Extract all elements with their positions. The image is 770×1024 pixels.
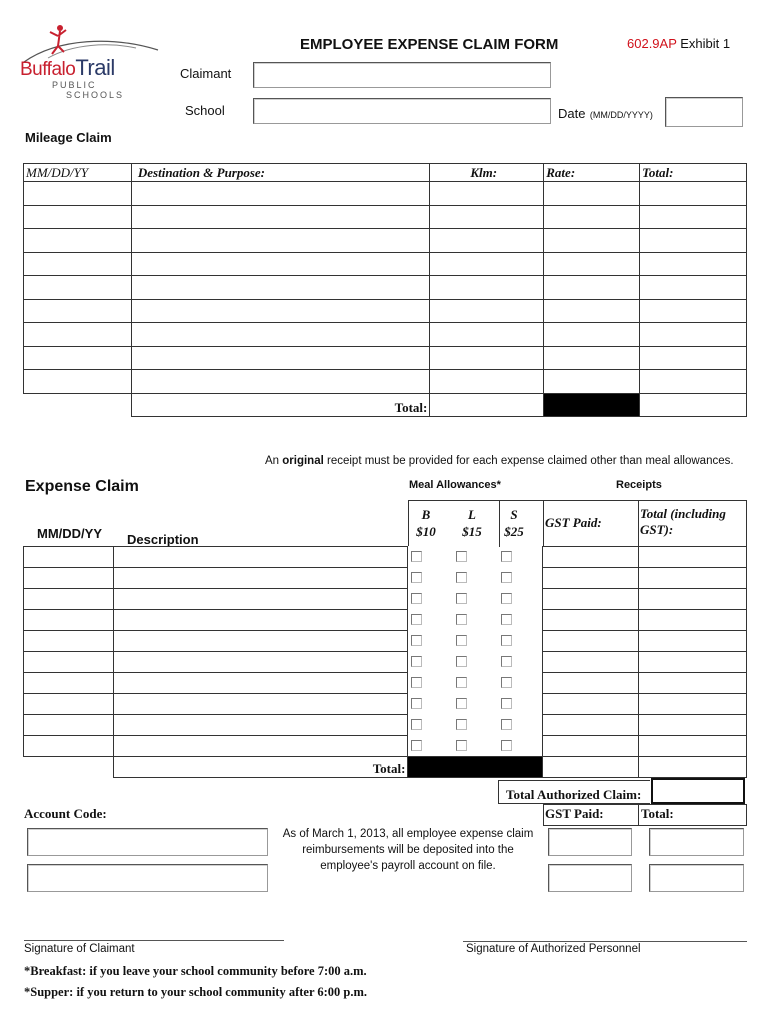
expense-section-title: Expense Claim [25,478,139,495]
mileage-total-label: Total: [131,393,429,417]
mileage-date-cell[interactable] [24,299,132,323]
mileage-date-cell[interactable] [24,252,132,276]
mileage-destination-cell[interactable] [131,229,429,253]
mileage-date-cell[interactable] [24,205,132,229]
footnote-supper: *Supper: if you return to your school community after 6:00 p.m. [24,985,368,999]
mileage-rate-cell[interactable] [544,346,640,370]
expense-description-cell[interactable] [113,610,408,631]
expense-date-cell[interactable] [24,715,114,736]
school-field[interactable] [253,98,551,124]
expense-col-description: Description [127,532,199,547]
breakfast-checkbox[interactable] [411,740,422,751]
meal-breakfast-amount: $10 [416,524,436,539]
expense-description-cell[interactable] [113,568,408,589]
mileage-rate-cell[interactable] [544,252,640,276]
expense-description-cell[interactable] [113,673,408,694]
supper-checkbox[interactable] [501,551,512,562]
mileage-destination-cell[interactable] [131,182,429,206]
claimant-signature-label: Signature of Claimant [24,943,135,955]
date-label [558,105,653,123]
expense-date-cell[interactable] [24,736,114,757]
mileage-total-row [24,393,747,417]
breakfast-checkbox[interactable] [411,614,422,625]
expense-table [23,546,747,778]
lunch-checkbox[interactable] [456,614,467,625]
date-field[interactable] [665,97,743,127]
mileage-row [24,182,747,206]
mileage-klm-cell[interactable] [430,299,544,323]
receipt-note-bold: original [282,455,324,467]
mileage-section-title: Mileage Claim [25,130,112,145]
expense-row [24,568,747,589]
expense-gst-cell[interactable] [543,652,639,673]
supper-checkbox[interactable] [501,656,512,667]
expense-date-cell[interactable] [24,673,114,694]
mileage-klm-cell[interactable] [430,205,544,229]
account-code-field-2[interactable] [27,864,268,892]
mileage-row [24,346,747,370]
expense-date-cell[interactable] [24,631,114,652]
lunch-checkbox[interactable] [456,656,467,667]
breakfast-checkbox[interactable] [411,635,422,646]
expense-col-date: MM/DD/YY [37,526,102,541]
supper-checkbox[interactable] [501,593,512,604]
expense-description-cell[interactable] [113,736,408,757]
expense-row [24,694,747,715]
mileage-row [24,323,747,347]
mileage-col-destination: Destination & Purpose: [131,164,429,182]
mileage-date-cell[interactable] [24,370,132,394]
total-col-header: Total (including GST): [640,506,726,537]
school-label: School [185,103,225,118]
logo-name-buffalo: Buffalo [20,59,76,80]
breakfast-checkbox[interactable] [411,698,422,709]
summary-total-label: Total: [641,806,674,821]
mileage-rate-cell[interactable] [544,182,640,206]
mileage-klm-cell[interactable] [430,182,544,206]
expense-gst-cell[interactable] [543,610,639,631]
expense-gst-cell[interactable] [543,736,639,757]
mileage-klm-total[interactable] [430,393,544,417]
mileage-rate-cell[interactable] [544,229,640,253]
claimant-field[interactable] [253,62,551,88]
expense-total-cell[interactable] [639,568,747,589]
mileage-total-cell[interactable] [640,299,747,323]
supper-checkbox[interactable] [501,677,512,688]
total-authorized-field[interactable] [651,778,745,804]
expense-total-cell[interactable] [639,610,747,631]
expense-row [24,589,747,610]
date-format: (MM/DD/YYYY) [589,110,653,120]
supper-checkbox[interactable] [501,719,512,730]
expense-date-cell[interactable] [24,547,114,568]
form-code [627,36,730,51]
expense-date-cell[interactable] [24,589,114,610]
expense-gst-total[interactable] [543,757,639,778]
expense-description-cell[interactable] [113,589,408,610]
footnote-breakfast: *Breakfast: if you leave your school community before 7:00 a.m. [24,964,367,978]
expense-date-cell[interactable] [24,694,114,715]
mileage-date-cell[interactable] [24,323,132,347]
expense-date-cell[interactable] [24,568,114,589]
mileage-rate-total-blocked [544,393,640,417]
expense-row [24,631,747,652]
meal-supper-amount: $25 [504,524,524,539]
mileage-total-cell[interactable] [640,182,747,206]
mileage-col-rate: Rate: [544,164,640,182]
mileage-klm-cell[interactable] [430,276,544,300]
mileage-row [24,276,747,300]
expense-total-cell[interactable] [639,652,747,673]
lunch-checkbox[interactable] [456,677,467,688]
mileage-col-total: Total: [640,164,747,182]
expense-total-cell[interactable] [639,589,747,610]
expense-total-cell[interactable] [639,673,747,694]
mileage-klm-cell[interactable] [430,252,544,276]
lunch-checkbox[interactable] [456,740,467,751]
mileage-klm-cell[interactable] [430,346,544,370]
authorized-signature-label: Signature of Authorized Personnel [466,943,641,955]
mileage-destination-cell[interactable] [131,299,429,323]
expense-grand-total[interactable] [639,757,747,778]
meal-supper-letter: S [510,507,518,522]
expense-total-label: Total: [113,757,408,778]
meal-lunch-letter: L [468,507,476,522]
breakfast-checkbox[interactable] [411,593,422,604]
account-code-label: Account Code: [24,806,107,821]
expense-row [24,736,747,757]
mileage-total-cell[interactable] [640,276,747,300]
expense-total-row [24,757,747,778]
expense-total-cell[interactable] [639,631,747,652]
meal-allowances-label: Meal Allowances* [409,479,501,491]
receipt-note [265,455,734,467]
mileage-table [23,163,747,417]
date-label-text: Date [558,106,586,121]
expense-gst-cell[interactable] [543,631,639,652]
supper-checkbox[interactable] [501,572,512,583]
lunch-checkbox[interactable] [456,719,467,730]
expense-total-cell[interactable] [639,694,747,715]
expense-description-cell[interactable] [113,715,408,736]
expense-date-cell[interactable] [24,610,114,631]
mileage-row [24,370,747,394]
mileage-destination-cell[interactable] [131,346,429,370]
expense-row [24,652,747,673]
expense-row [24,673,747,694]
lunch-checkbox[interactable] [456,698,467,709]
exhibit-label: Exhibit 1 [680,36,731,51]
mileage-total-cell[interactable] [640,370,747,394]
logo-public: PUBLIC [52,80,97,90]
meal-header [408,500,544,546]
expense-gst-cell[interactable] [543,547,639,568]
mileage-date-cell[interactable] [24,229,132,253]
expense-total-cell[interactable] [639,736,747,757]
mileage-klm-cell[interactable] [430,229,544,253]
total-authorized-label: Total Authorized Claim: [506,787,642,802]
mileage-rate-cell[interactable] [544,276,640,300]
account-code-field-1[interactable] [27,828,268,856]
mileage-total-cell[interactable] [640,346,747,370]
supper-checkbox[interactable] [501,635,512,646]
expense-row [24,610,747,631]
claimant-signature-line[interactable] [24,940,284,941]
lunch-checkbox[interactable] [456,551,467,562]
supper-checkbox[interactable] [501,740,512,751]
mileage-total-cell[interactable] [640,229,747,253]
mileage-date-cell[interactable] [24,346,132,370]
mileage-header-row [24,164,747,182]
authorized-signature-line[interactable] [463,941,747,942]
mileage-grand-total[interactable] [640,393,747,417]
mileage-date-cell[interactable] [24,276,132,300]
summary-total-field-2[interactable] [649,864,744,892]
mileage-row [24,252,747,276]
meal-breakfast-letter: B [421,507,431,522]
mileage-date-cell[interactable] [24,182,132,206]
mileage-destination-cell[interactable] [131,252,429,276]
mileage-total-cell[interactable] [640,205,747,229]
breakfast-checkbox[interactable] [411,572,422,583]
expense-row [24,715,747,736]
meal-total-blocked [408,757,543,778]
payroll-notice: As of March 1, 2013, all employee expense claim reimbursements will be deposited into the employee's payroll account on file. [282,828,534,872]
gst-paid-field-2[interactable] [548,864,632,892]
expense-total-cell[interactable] [639,715,747,736]
meal-lunch-amount: $15 [462,524,482,539]
expense-description-cell[interactable] [113,652,408,673]
summary-gst-label: GST Paid: [545,806,604,821]
mileage-rate-cell[interactable] [544,323,640,347]
expense-description-cell[interactable] [113,694,408,715]
receipt-note-post: receipt must be provided for each expense claimed other than meal allowances. [323,455,734,467]
logo-name-trail: Trail [75,55,115,80]
mileage-col-date: MM/DD/YY [24,164,132,182]
expense-gst-cell[interactable] [543,673,639,694]
mileage-destination-cell[interactable] [131,323,429,347]
gst-paid-field-1[interactable] [548,828,632,856]
lunch-checkbox[interactable] [456,572,467,583]
lunch-checkbox[interactable] [456,593,467,604]
expense-gst-cell[interactable] [543,715,639,736]
mileage-total-cell[interactable] [640,252,747,276]
expense-row [24,547,747,568]
mileage-rate-cell[interactable] [544,299,640,323]
expense-date-cell[interactable] [24,652,114,673]
supper-checkbox[interactable] [501,698,512,709]
mileage-destination-cell[interactable] [131,370,429,394]
expense-description-cell[interactable] [113,631,408,652]
mileage-destination-cell[interactable] [131,276,429,300]
expense-gst-cell[interactable] [543,694,639,715]
supper-checkbox[interactable] [501,614,512,625]
expense-description-cell[interactable] [113,547,408,568]
receipt-note-pre: An [265,455,283,467]
expense-gst-cell[interactable] [543,568,639,589]
breakfast-checkbox[interactable] [411,656,422,667]
logo [18,18,163,100]
expense-gst-cell[interactable] [543,589,639,610]
breakfast-checkbox[interactable] [411,677,422,688]
lunch-checkbox[interactable] [456,635,467,646]
policy-code: 602.9AP [627,36,677,51]
mileage-col-klm: Klm: [430,164,544,182]
receipts-label: Receipts [616,479,662,491]
mileage-destination-cell[interactable] [131,205,429,229]
mileage-row [24,229,747,253]
mileage-total-cell[interactable] [640,323,747,347]
summary-total-field-1[interactable] [649,828,744,856]
gst-col-header: GST Paid: [545,515,602,530]
mileage-rate-cell[interactable] [544,370,640,394]
mileage-klm-cell[interactable] [430,370,544,394]
mileage-row [24,205,747,229]
expense-total-cell[interactable] [639,547,747,568]
logo-schools: SCHOOLS [66,90,125,100]
mileage-klm-cell[interactable] [430,323,544,347]
mileage-row [24,299,747,323]
mileage-rate-cell[interactable] [544,205,640,229]
form-title: EMPLOYEE EXPENSE CLAIM FORM [300,36,559,53]
breakfast-checkbox[interactable] [411,719,422,730]
breakfast-checkbox[interactable] [411,551,422,562]
claimant-label: Claimant [180,66,232,81]
